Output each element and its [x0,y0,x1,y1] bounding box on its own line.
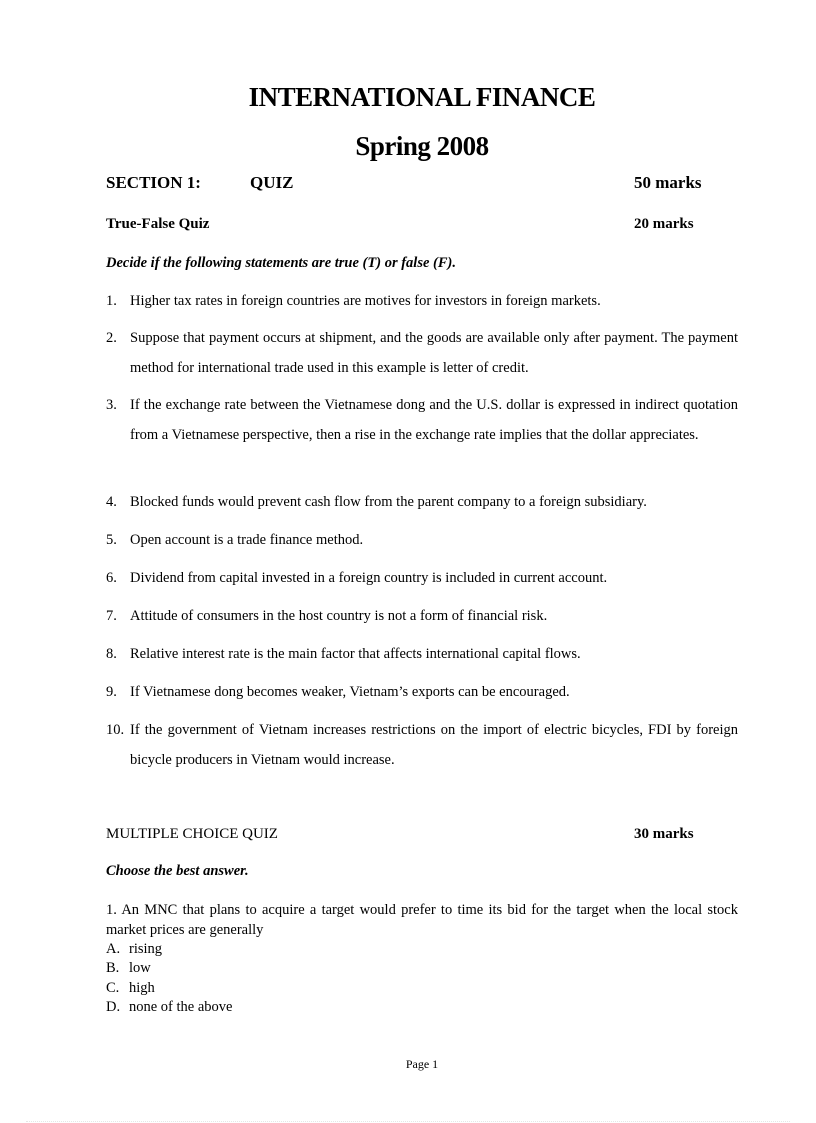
mc-option-letter: D. [106,999,121,1015]
tf-item [106,715,738,775]
mc-option [106,998,232,1018]
tf-item [106,390,738,450]
tf-item-text: Attitude of consumers in the host country is not a form of financial risk. [130,608,548,624]
tf-item-text: Suppose that payment occurs at shipment, and the goods are available only after payment. The payment method for international trade used in this example is letter of credit. [130,330,738,376]
tf-item [106,487,738,517]
mc-option-text: none of the above [129,999,233,1015]
tf-item-text: Open account is a trade finance method. [130,532,364,548]
tf-item [106,601,738,631]
mc-option-text: rising [129,941,163,957]
tf-item-text: If the exchange rate between the Vietnamese dong and the U.S. dollar is expressed in indirect quotation from a Vietnamese perspective, then a rise in the exchange rate implies that the dollar appreciates. [130,397,738,443]
true-false-instruction: Decide if the following statements are true (T) or false (F). [106,255,456,271]
tf-item [106,525,738,555]
tf-item-text: Dividend from capital invested in a foreign country is included in current account. [130,570,608,586]
tf-item-number: 10. [106,722,125,738]
tf-item-text: Relative interest rate is the main factor that affects international capital flows. [130,646,581,662]
page-bottom-divider [26,1121,790,1122]
true-false-marks: 20 marks [634,216,694,232]
tf-item-number: 6. [106,570,117,586]
tf-item-text: Blocked funds would prevent cash flow from the parent company to a foreign subsidiary. [130,494,647,510]
tf-item-number: 7. [106,608,117,624]
tf-item-number: 3. [106,397,117,413]
multiple-choice-marks: 30 marks [634,826,694,842]
mc-option-letter: C. [106,980,120,996]
tf-item-text: If the government of Vietnam increases restrictions on the import of electric bicycles, FDI by foreign bicycle producers in Vietnam would increase. [130,722,738,768]
tf-item-number: 1. [106,293,117,309]
tf-item-number: 4. [106,494,117,510]
tf-item [106,563,738,593]
tf-item-number: 5. [106,532,117,548]
multiple-choice-instruction: Choose the best answer. [106,863,249,879]
tf-item-number: 8. [106,646,117,662]
tf-item [106,639,738,669]
section-marks: 50 marks [634,173,702,192]
true-false-heading: True-False Quiz [106,216,210,232]
mc-option [106,959,151,979]
mc-option-text: high [129,980,155,996]
document-subtitle: Spring 2008 [355,131,489,161]
tf-item-text: If Vietnamese dong becomes weaker, Vietnam’s exports can be encouraged. [130,684,570,700]
tf-item [106,677,738,707]
mc-option [106,940,162,960]
tf-item-number: 2. [106,330,117,346]
document-title: INTERNATIONAL FINANCE [248,82,596,112]
tf-item-number: 9. [106,684,117,700]
mc-option-letter: B. [106,960,120,976]
tf-item-text: Higher tax rates in foreign countries are motives for investors in foreign markets. [130,293,601,309]
mc-question: 1. An MNC that plans to acquire a target would prefer to time its bid for the target when the local stock market prices are generally [106,902,738,938]
tf-item [106,323,738,383]
section-label: SECTION 1: [106,173,201,192]
mc-option [106,979,155,999]
multiple-choice-heading: MULTIPLE CHOICE QUIZ [106,826,278,842]
section-name: QUIZ [250,173,294,192]
page-footer: Page 1 [405,1057,439,1071]
tf-item [106,286,738,316]
mc-option-letter: A. [106,941,121,957]
mc-option-text: low [129,960,151,976]
